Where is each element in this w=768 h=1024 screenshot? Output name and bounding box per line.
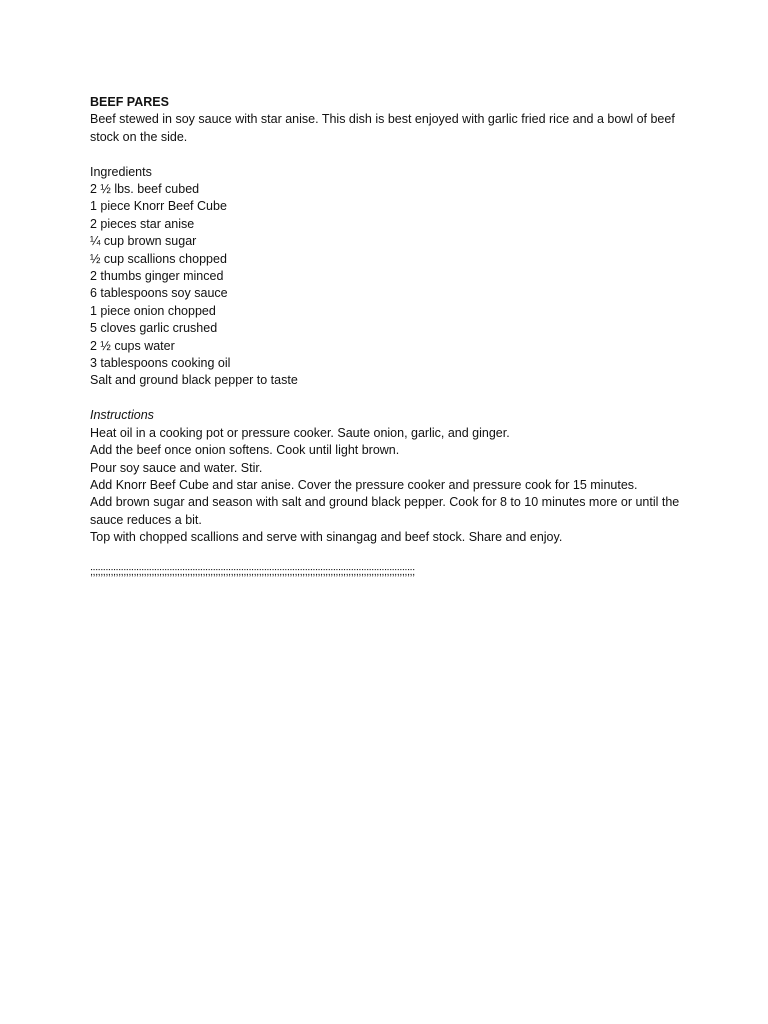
- instruction-step: Add Knorr Beef Cube and star anise. Cover the pressure cooker and pressure cook for 15 minutes.: [90, 477, 638, 492]
- ingredient-item: 5 cloves garlic crushed: [90, 321, 218, 336]
- ingredient-item: 2 pieces star anise: [90, 216, 195, 231]
- ingredient-item: 1 piece onion chopped: [90, 303, 216, 318]
- ingredient-item: 2 ½ cups water: [90, 338, 175, 353]
- instruction-step: Add brown sugar and season with salt and ground black pepper. Cook for 8 to 10 minutes more or until the sauce reduces a bit.: [90, 495, 680, 527]
- ingredient-item: 6 tablespoons soy sauce: [90, 286, 228, 301]
- instruction-step: Pour soy sauce and water. Stir.: [90, 460, 263, 475]
- ingredient-item: Salt and ground black pepper to taste: [90, 373, 298, 388]
- ingredient-item: ½ cup scallions chopped: [90, 251, 227, 266]
- ingredient-item: 2 thumbs ginger minced: [90, 269, 224, 284]
- ingredient-item: 3 tablespoons cooking oil: [90, 356, 231, 371]
- instructions-heading: Instructions: [90, 408, 154, 423]
- recipe-document: [90, 94, 690, 581]
- instruction-step: Add the beef once onion softens. Cook until light brown.: [90, 443, 400, 458]
- ingredient-item: ¼ cup brown sugar: [90, 234, 197, 249]
- ingredient-item: 1 piece Knorr Beef Cube: [90, 199, 227, 214]
- ingredients-list: [90, 181, 690, 390]
- instructions-list: [90, 425, 690, 547]
- recipe-title: BEEF PARES: [90, 95, 169, 109]
- instruction-step: Top with chopped scallions and serve with sinangag and beef stock. Share and enjoy.: [90, 530, 563, 545]
- ingredient-item: 2 ½ lbs. beef cubed: [90, 182, 200, 197]
- instruction-step: Heat oil in a cooking pot or pressure cooker. Saute onion, garlic, and ginger.: [90, 425, 510, 440]
- recipe-description: Beef stewed in soy sauce with star anise. This dish is best enjoyed with garlic fried rice and a bowl of beef stock on the side.: [90, 112, 675, 144]
- ingredients-heading: Ingredients: [90, 164, 152, 179]
- semicolon-divider: ;;;;;;;;;;;;;;;;;;;;;;;;;;;;;;;;;;;;;;;;;;;;;;;;;;;;;;;;;;;;;;;;;;;;;;;;;;;;;;;;;;;;;;;;;;;;;;;;;;;;;;;;;;;;;;;;;;;;;;;;;;;;;;;: [90, 565, 415, 578]
